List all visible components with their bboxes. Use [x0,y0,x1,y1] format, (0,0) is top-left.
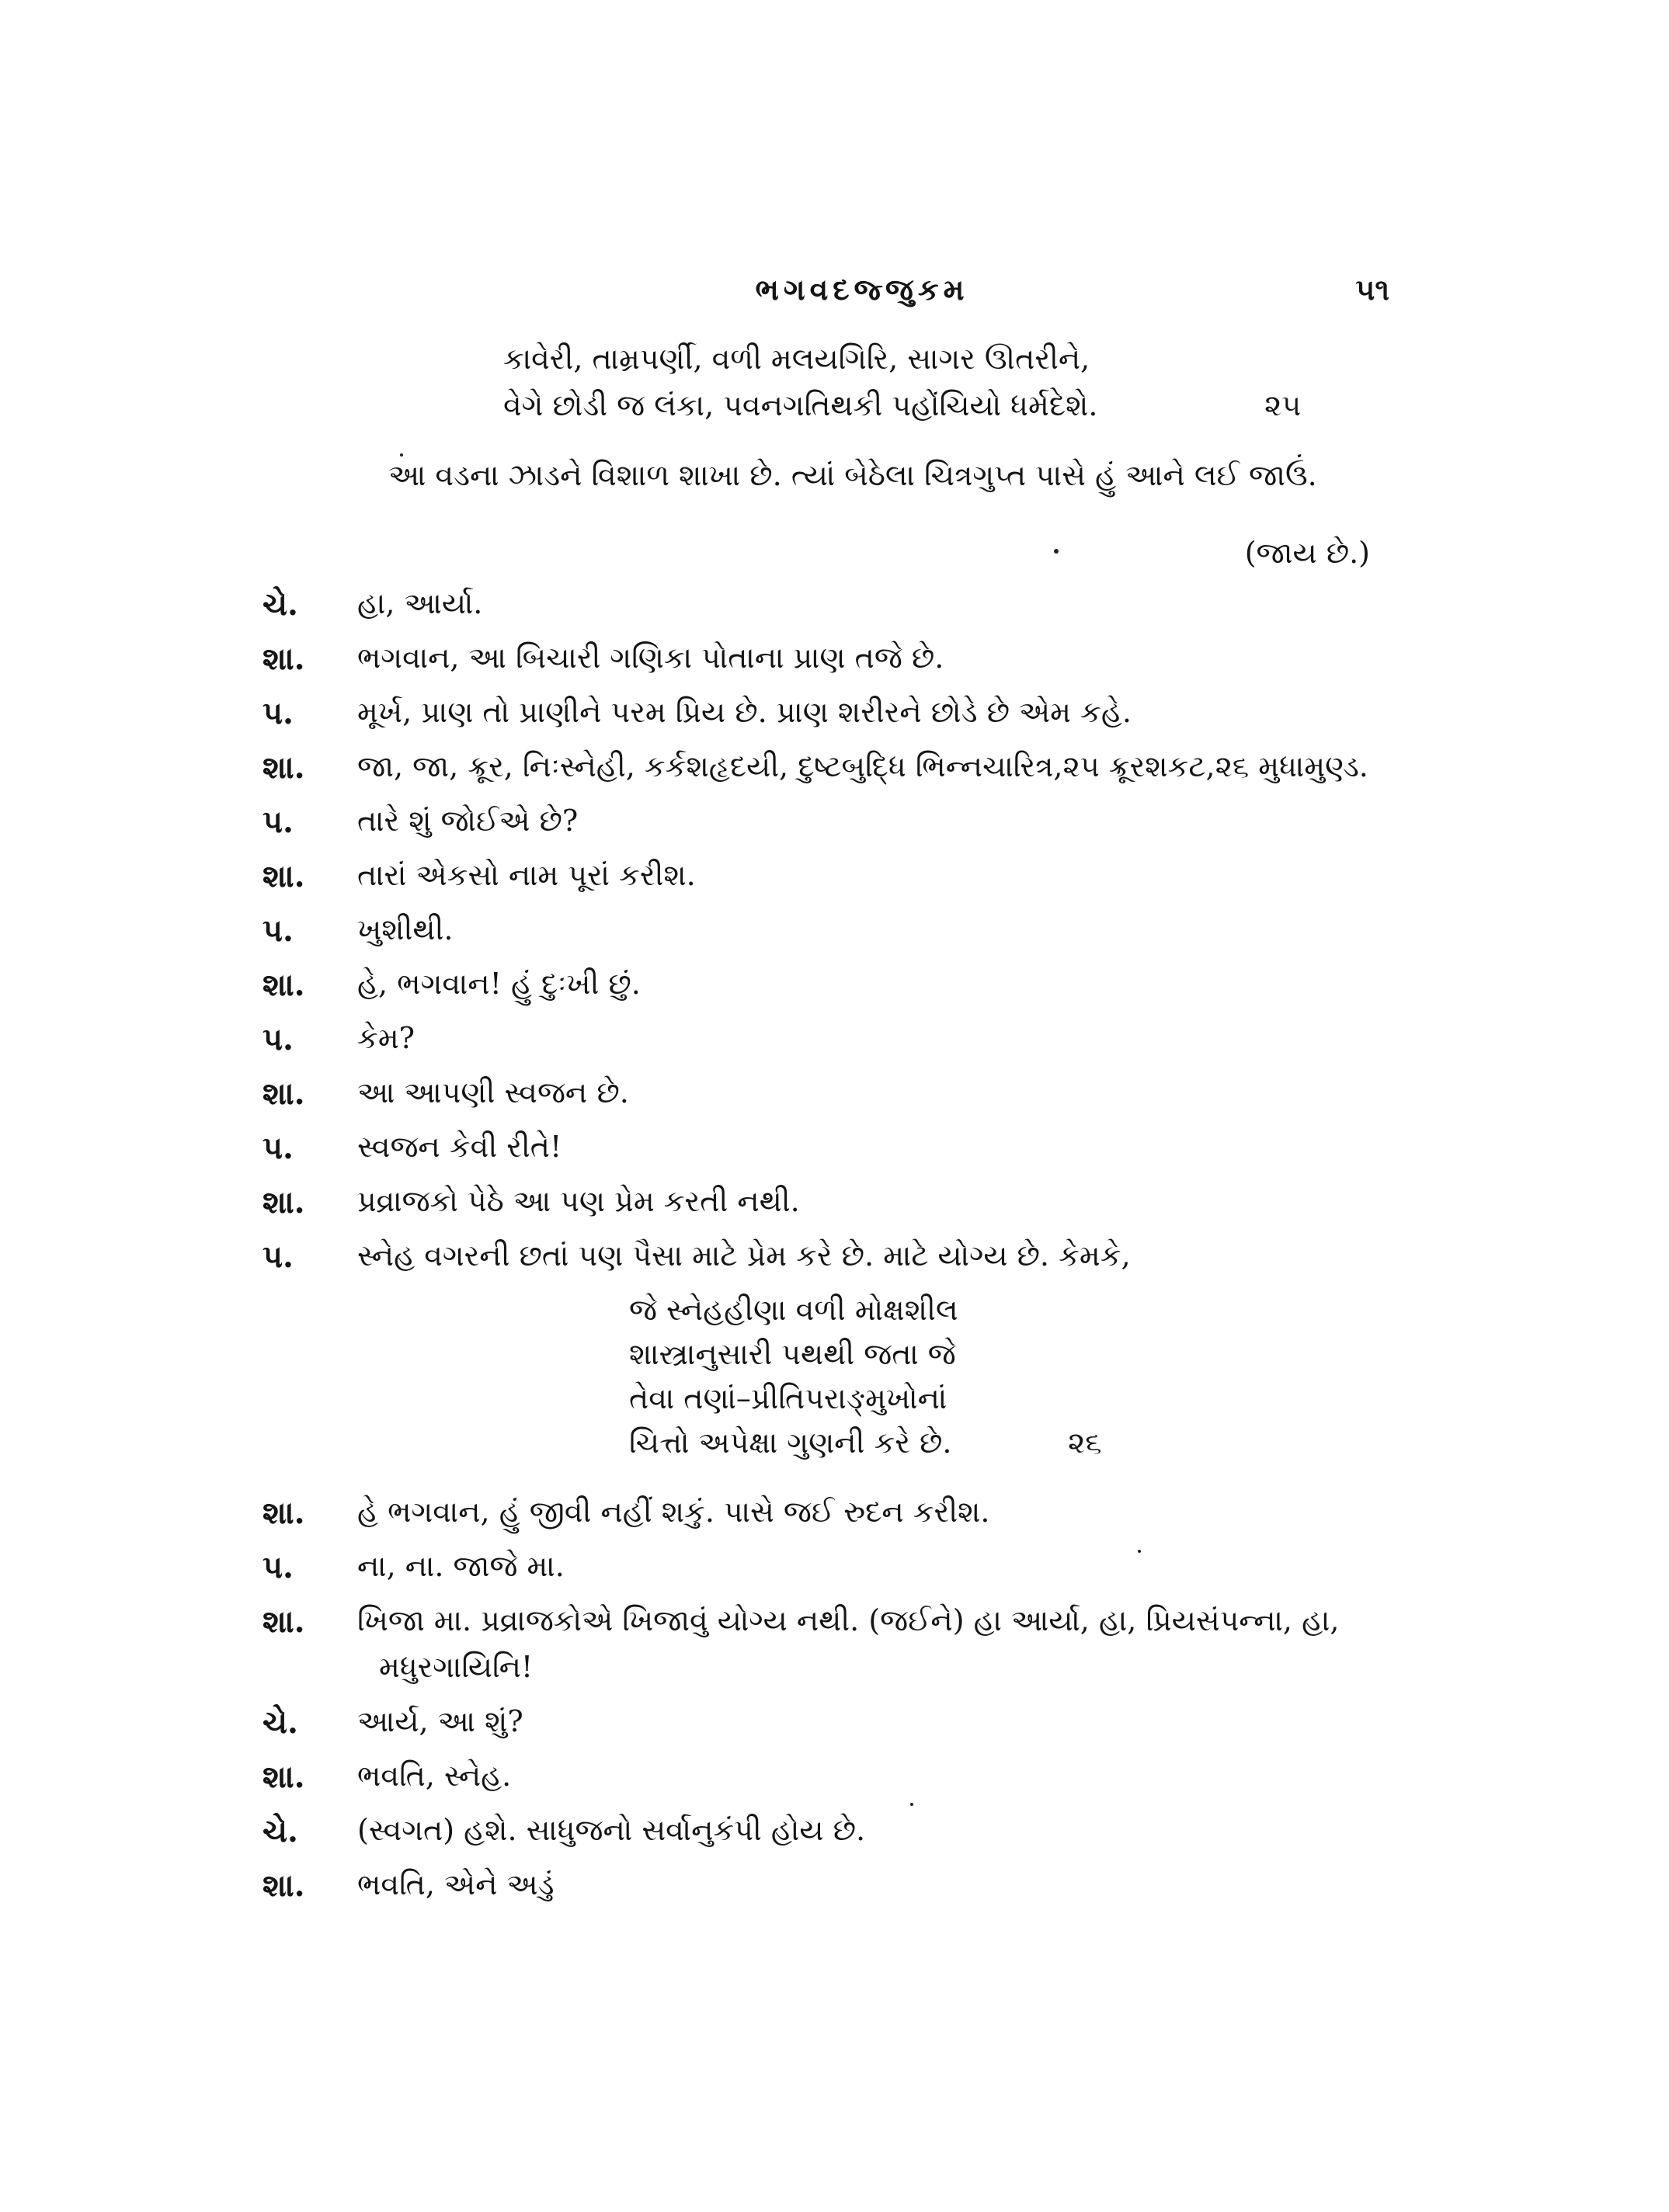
speaker-label: શા. [263,1075,305,1112]
scan-speck [910,1803,913,1806]
verse-26-line-4: ચિત્તો અપેક્ષા ગુણની કરે છે. [629,1425,952,1460]
dialogue-text: હે ભગવાન, હું જીવી નહીં શકું. પાસે જઈ રુદન કરીશ. [357,1495,990,1529]
dialogue-text: કેમ? [357,1021,416,1055]
speaker-label: ચે. [263,586,298,623]
dialogue-text: જા, જા, ક્રૂર, નિઃસ્નેહી, કર્કશહૃદયી, દુષ્ટબુદ્ધિ ભિન્નચારિત્ર,૨૫ ક્રૂરશકટ,૨૬ મુધામુણ્ડ. [357,749,1368,783]
stage-direction: (જાય છે.) [1244,536,1370,570]
prose-paragraph: આ વડના ઝાડને વિશાળ શાખા છે. ત્યાં બેઠેલા ચિત્રગુપ્ત પાસે હું આને લઈ જાઉં. [388,458,1317,492]
dialogue-text: તારે શું જોઈએ છે? [357,804,579,838]
scan-speck [1138,1550,1141,1553]
speaker-label: પ. [263,804,294,840]
speaker-label: પ. [263,1238,294,1275]
page-number: ૫૧ [1355,272,1389,307]
scan-speck [400,453,403,457]
dialogue-text: આર્ય, આ શું? [357,1704,523,1738]
dialogue-text: ભગવાન, આ બિચારી ગણિકા પોતાના પ્રાણ તજે છે. [357,641,944,675]
dialogue-text: હે, ભગવાન! હું દુઃખી છું. [357,967,641,1001]
dialogue-text: ખિજા મા. પ્રવ્રાજકોએ ખિજાવું યોગ્ય નથી. (જઈને) હા આર્યા, હા, પ્રિયસંપન્ના, હા, [357,1603,1340,1637]
speaker-label: શા. [263,749,305,786]
dialogue-text: ખુશીથી. [357,912,454,946]
dialogue-text: પ્રવ્રાજકો પેઠે આ પણ પ્રેમ કરતી નથી. [357,1184,800,1218]
speaker-label: શા. [263,1184,305,1221]
dialogue-text: ભવતિ, એને અડું [357,1867,555,1901]
dialogue-text: મૂર્ખ, પ્રાણ તો પ્રાણીને પરમ પ્રિય છે. પ્રાણ શરીરને છોડે છે એમ કહે. [357,695,1132,729]
speaker-label: પ. [263,695,294,731]
verse-25-line-1: કાવેરી, તામ્રપર્ણી, વળી મલયગિરિ, સાગર ઊતરીને, [503,342,1090,376]
speaker-label: પ. [263,1549,294,1585]
dialogue-text: સ્વજન કેવી રીતે! [357,1130,562,1164]
speaker-label: પ. [263,1130,294,1166]
verse-25-number: ૨૫ [1264,388,1302,422]
dialogue-text: તારાં એકસો નામ પૂરાં કરીશ. [357,858,696,892]
verse-26-number: ૨૬ [1068,1425,1102,1460]
dialogue-text: ભવતિ, સ્નેહ. [357,1759,512,1793]
running-title: ભગવદજ્જુકમ [755,272,969,307]
verse-26-line-2: શાસ્ત્રાનુસારી પથથી જતા જે [629,1337,956,1371]
speaker-label: શા. [263,967,305,1003]
speaker-label: શા. [263,1759,305,1795]
speaker-label: પ. [263,1021,294,1057]
dialogue-text: હા, આર્યા. [357,586,483,620]
dialogue-text: (સ્વગત) હશે. સાધુજનો સર્વાનુકંપી હોય છે. [357,1813,866,1847]
verse-26-line-3: તેવા તણાં–પ્રીતિપરાઙ્મુખોનાં [629,1381,948,1415]
speaker-label: શા. [263,641,305,677]
dialogue-text-continued: મધુરગાયિનિ! [379,1650,534,1684]
dialogue-text: ના, ના. જાજે મા. [357,1549,565,1583]
speaker-label: ચે. [263,1704,298,1741]
speaker-label: ચે. [263,1813,298,1849]
speaker-label: શા. [263,1495,305,1531]
verse-26-line-1: જે સ્નેહહીણા વળી મોક્ષશીલ [629,1293,958,1327]
dialogue-text: આ આપણી સ્વજન છે. [357,1075,629,1109]
verse-25-line-2: વેગે છોડી જ લંકા, પવનગતિથકી પહોંચિયો ધર્મદેશે. [503,388,1098,422]
speaker-label: શા. [263,1603,305,1640]
scan-speck [1054,549,1059,554]
speaker-label: શા. [263,858,305,894]
dialogue-text: સ્નેહ વગરની છતાં પણ પૈસા માટે પ્રેમ કરે છે. માટે યોગ્ય છે. કેમકે, [357,1238,1131,1273]
speaker-label: પ. [263,912,294,949]
speaker-label: શા. [263,1867,305,1904]
